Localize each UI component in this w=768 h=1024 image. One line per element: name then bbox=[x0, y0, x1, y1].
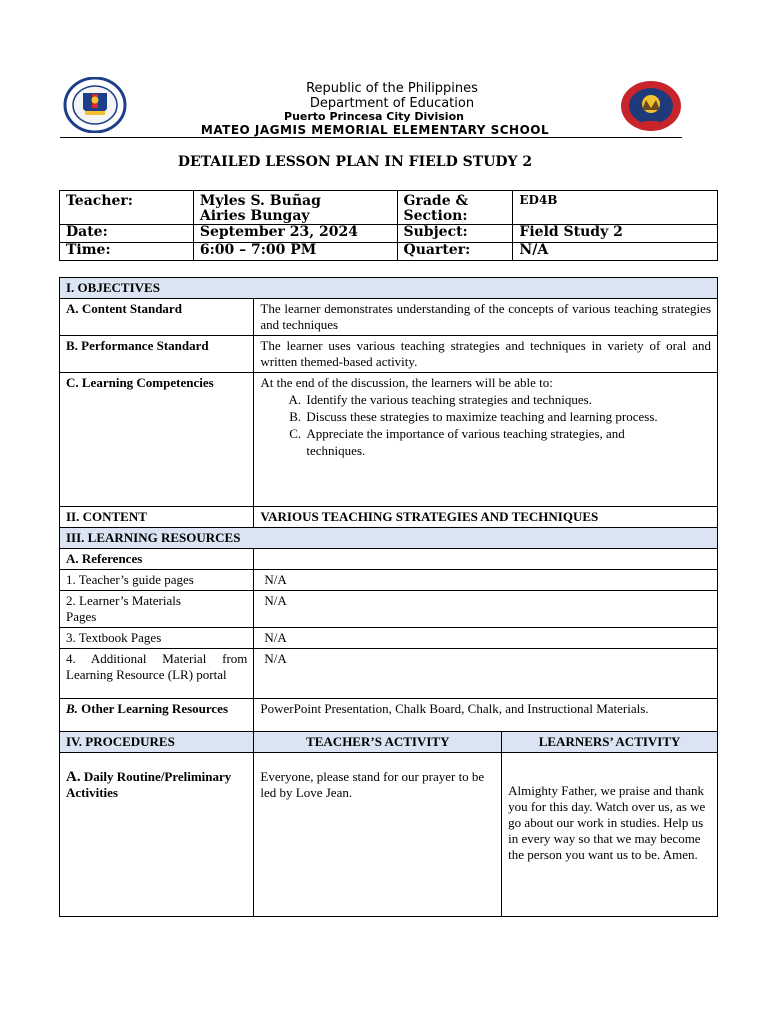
competency-item: A. Identify the various teaching strategies and techniques. bbox=[304, 391, 664, 408]
date-value: September 23, 2024 bbox=[193, 225, 397, 243]
learning-resources-heading: III. LEARNING RESOURCES bbox=[60, 528, 718, 549]
school-name: MATEO JAGMIS MEMORIAL ELEMENTARY SCHOOL bbox=[200, 123, 550, 137]
content-value: VARIOUS TEACHING STRATEGIES AND TECHNIQUES bbox=[254, 507, 718, 528]
document-title: DETAILED LESSON PLAN IN FIELD STUDY 2 bbox=[177, 154, 533, 170]
references-label: A. References bbox=[60, 549, 254, 570]
republic-line: Republic of the Philippines bbox=[306, 81, 478, 96]
lesson-plan-table bbox=[59, 277, 718, 917]
resource-row-value: N/A bbox=[254, 591, 718, 628]
content-label: II. CONTENT bbox=[60, 507, 254, 528]
resource-row-label: 1. Teacher’s guide pages bbox=[60, 570, 254, 591]
references-value bbox=[254, 549, 718, 570]
content-standard-text: The learner demonstrates understanding of the concepts of various teaching strategies and techniques bbox=[254, 299, 718, 336]
quarter-value: N/A bbox=[513, 243, 718, 261]
resource-row-value: N/A bbox=[254, 649, 718, 699]
teacher-label: Teacher: bbox=[60, 191, 194, 225]
learning-competencies-cell bbox=[254, 373, 718, 507]
teacher-activity-text: Everyone, please stand for our prayer to be led by Love Jean. bbox=[254, 753, 502, 917]
subject-label: Subject: bbox=[397, 225, 513, 243]
performance-standard-label: B. Performance Standard bbox=[60, 336, 254, 373]
grade-section-value: ED4B bbox=[513, 191, 718, 225]
resource-row-label: 2. Learner’s Materials Pages bbox=[60, 591, 254, 628]
department-line: Department of Education bbox=[309, 96, 475, 111]
grade-section-label: Grade & Section: bbox=[397, 191, 513, 225]
learners-activity-text: Almighty Father, we praise and thank you for this day. Watch over us, as we go about our work in studies. Help us in every way so that we may become the person you want us to be. Amen. bbox=[502, 753, 718, 917]
header-rule bbox=[60, 137, 682, 138]
competencies-intro: At the end of the discussion, the learners will be able to: bbox=[260, 375, 553, 390]
daily-routine-label: A. Daily Routine/Preliminary Activities bbox=[60, 753, 254, 917]
teacher-value: Myles S. Buñag Airies Bungay bbox=[193, 191, 397, 225]
resource-row-label: 4. Additional Material from Learning Resource (LR) portal bbox=[60, 649, 254, 699]
other-resources-label: B. Other Learning Resources bbox=[60, 699, 254, 732]
quarter-label: Quarter: bbox=[397, 243, 513, 261]
division-line: Puerto Princesa City Division bbox=[284, 110, 464, 123]
competencies-list bbox=[260, 391, 664, 459]
learning-competencies-label: C. Learning Competencies bbox=[60, 373, 254, 507]
objectives-heading: I. OBJECTIVES bbox=[60, 278, 718, 299]
content-standard-label: A. Content Standard bbox=[60, 299, 254, 336]
procedures-heading: IV. PROCEDURES bbox=[60, 732, 254, 753]
competency-item: C. Appreciate the importance of various teaching strategies, and techniques. bbox=[304, 425, 664, 459]
resource-row-label: 3. Textbook Pages bbox=[60, 628, 254, 649]
resource-row-value: N/A bbox=[254, 570, 718, 591]
time-label: Time: bbox=[60, 243, 194, 261]
learners-activity-heading: LEARNERS’ ACTIVITY bbox=[502, 732, 718, 753]
subject-value: Field Study 2 bbox=[513, 225, 718, 243]
time-value: 6:00 – 7:00 PM bbox=[193, 243, 397, 261]
resource-row-value: N/A bbox=[254, 628, 718, 649]
performance-standard-text: The learner uses various teaching strategies and techniques in variety of oral and written themed-based activity. bbox=[254, 336, 718, 373]
teacher-activity-heading: TEACHER’S ACTIVITY bbox=[254, 732, 502, 753]
date-label: Date: bbox=[60, 225, 194, 243]
competency-item: B. Discuss these strategies to maximize teaching and learning process. bbox=[304, 408, 664, 425]
other-resources-value: PowerPoint Presentation, Chalk Board, Chalk, and Instructional Materials. bbox=[254, 699, 718, 732]
info-table bbox=[59, 190, 718, 261]
